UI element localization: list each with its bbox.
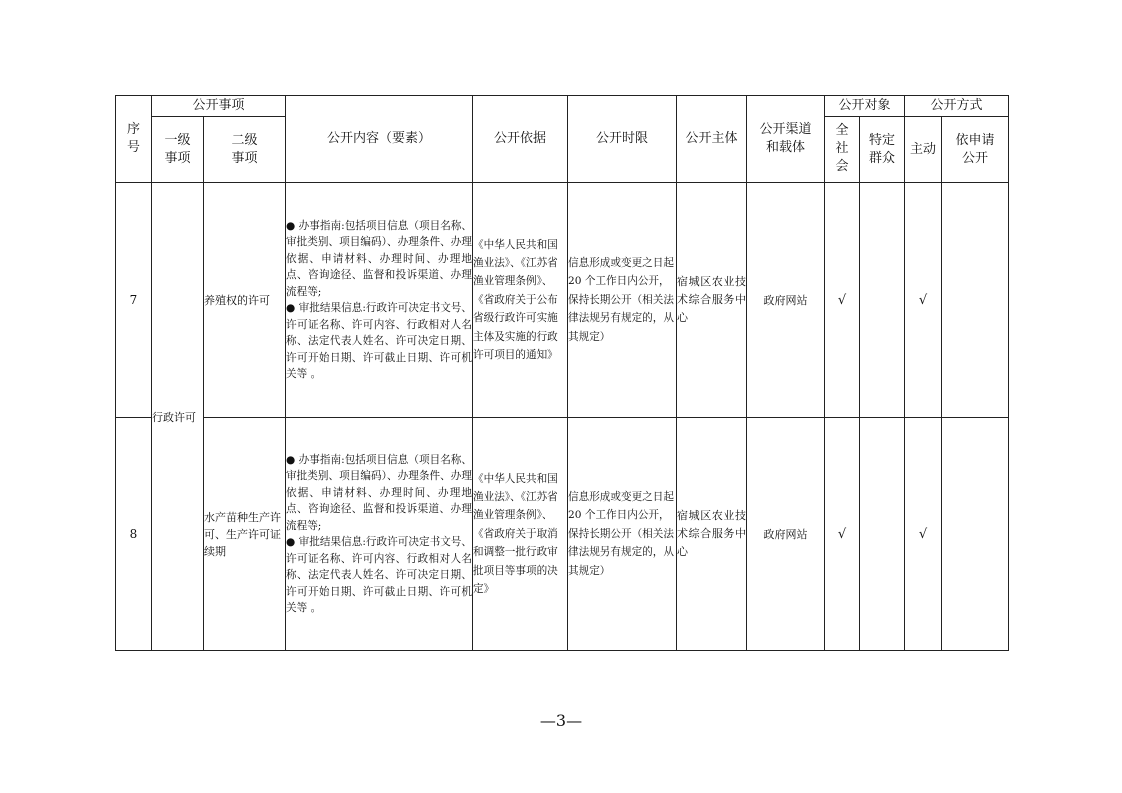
level1-cell: 行政许可 xyxy=(152,183,204,651)
header-audience-specific-label: 特定群众 xyxy=(869,132,896,166)
header-matters-group: 公开事项 xyxy=(152,96,286,117)
header-method-active-label: 主动 xyxy=(910,141,937,157)
header-level2-label: 二级事项 xyxy=(231,132,258,166)
header-subject: 公开主体 xyxy=(677,96,747,183)
row-seq: 7 xyxy=(116,183,152,418)
header-audience-all-label: 全社会 xyxy=(835,123,849,174)
content-cell xyxy=(286,418,473,651)
content-guide: ● 办事指南:包括项目信息（项目名称、审批类别、项目编码）、办理条件、办理依据、申请材料、办理时间、办理地点、咨询途径、监督和投诉渠道、办理流程等; xyxy=(286,219,473,298)
time-limit-cell: 信息形成或变更之日起 20 个工作日内公开，保持长期公开（相关法律法规另有规定的，从其规定） xyxy=(568,418,677,651)
header-seq xyxy=(116,96,152,183)
header-level1-label: 一级事项 xyxy=(164,132,191,166)
header-method-request xyxy=(942,117,1009,183)
time-limit-cell: 信息形成或变更之日起 20 个工作日内公开，保持长期公开（相关法律法规另有规定的，从其规定） xyxy=(568,183,677,418)
header-method-group: 公开方式 xyxy=(905,96,1009,117)
basis-cell: 《中华人民共和国渔业法》、《江苏省渔业管理条例》、《省政府关于取消和调整一批行政审批项目等事项的决定》 xyxy=(473,418,568,651)
header-channel-label: 公开渠道和载体 xyxy=(759,122,812,155)
header-time-limit: 公开时限 xyxy=(568,96,677,183)
method-request-check xyxy=(942,183,1009,418)
basis-cell: 《中华人民共和国渔业法》、《江苏省渔业管理条例》、《省政府关于公布省级行政许可实施主体及实施的行政许可项目的通知》 xyxy=(473,183,568,418)
header-content: 公开内容（要素） xyxy=(286,96,473,183)
method-request-check xyxy=(942,418,1009,651)
audience-specific-check xyxy=(860,418,905,651)
header-method-request-label: 依申请公开 xyxy=(955,132,995,166)
header-level2 xyxy=(204,117,286,183)
header-audience-specific xyxy=(860,117,905,183)
audience-all-check: √ xyxy=(825,183,860,418)
table-row xyxy=(116,183,1009,418)
level2-cell: 水产苗种生产许可、生产许可证续期 xyxy=(204,418,286,651)
header-method-active xyxy=(905,117,942,183)
audience-all-check: √ xyxy=(825,418,860,651)
table-row xyxy=(116,418,1009,651)
content-cell xyxy=(286,183,473,418)
header-level1 xyxy=(152,117,204,183)
page-number: —3— xyxy=(539,711,583,730)
content-guide: ● 办事指南:包括项目信息（项目名称、审批类别、项目编码）、办理条件、办理依据、申请材料、办理时间、办理地点、咨询途径、监督和投诉渠道、办理流程等; xyxy=(286,453,473,532)
audience-specific-check xyxy=(860,183,905,418)
channel-cell: 政府网站 xyxy=(747,183,825,418)
content-result: ● 审批结果信息:行政许可决定书文号、许可证名称、许可内容、行政相对人名称、法定代表人姓名、许可决定日期、许可开始日期、许可截止日期、许可机关等 。 xyxy=(286,302,473,380)
method-active-check: √ xyxy=(905,183,942,418)
header-audience-group: 公开对象 xyxy=(825,96,905,117)
subject-cell: 宿城区农业技术综合服务中心 xyxy=(677,418,747,651)
header-basis: 公开依据 xyxy=(473,96,568,183)
header-channel xyxy=(747,96,825,183)
disclosure-table xyxy=(115,95,1009,651)
header-seq-label: 序号 xyxy=(126,121,140,155)
header-audience-all xyxy=(825,117,860,183)
method-active-check: √ xyxy=(905,418,942,651)
subject-cell: 宿城区农业技术综合服务中心 xyxy=(677,183,747,418)
content-result: ● 审批结果信息:行政许可决定书文号、许可证名称、许可内容、行政相对人名称、法定代表人姓名、许可决定日期、许可开始日期、许可截止日期、许可机关等 。 xyxy=(286,536,473,614)
channel-cell: 政府网站 xyxy=(747,418,825,651)
level2-cell: 养殖权的许可 xyxy=(204,183,286,418)
row-seq: 8 xyxy=(116,418,152,651)
